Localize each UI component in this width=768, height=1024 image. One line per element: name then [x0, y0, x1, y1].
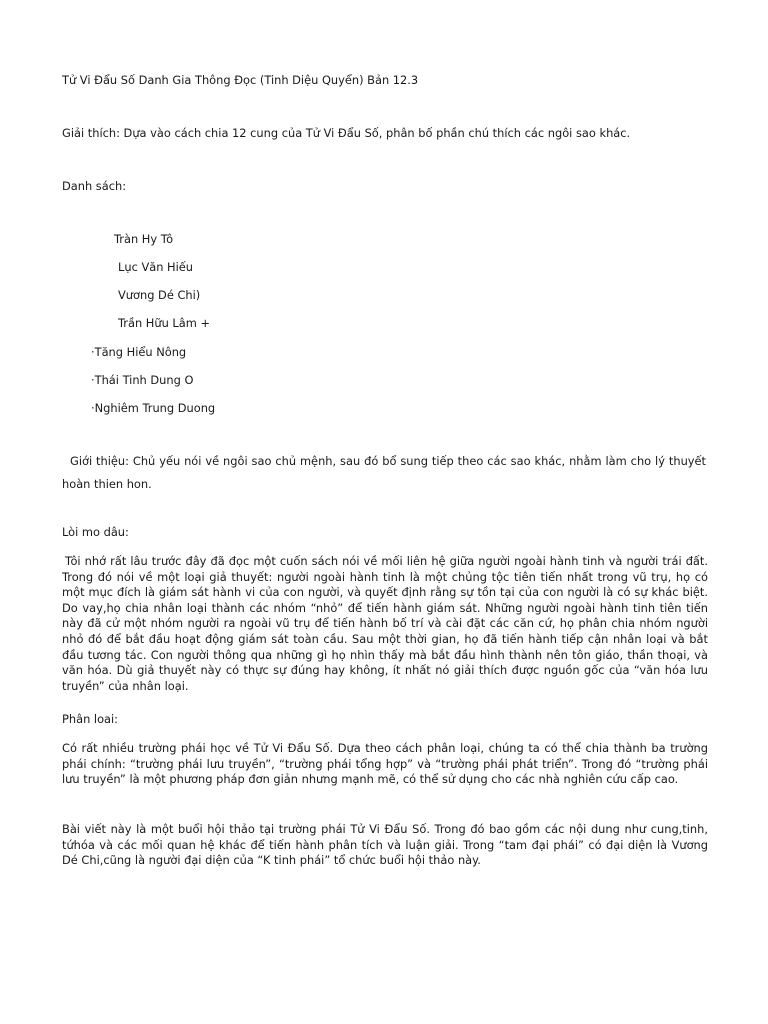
- intro-paragraph: Giới thiệu: Chủ yếu nói về ngôi sao chủ mệnh, sau đó bổ sung tiếp theo các sao khác, nhằm làm cho lý thuyết hoàn thien hon.: [62, 454, 706, 491]
- list-item: Trần Hữu Lâm +: [118, 316, 210, 330]
- explanation-text: Giải thích: Dựa vào cách chia 12 cung của Tử Vi Đẩu Số, phân bố phần chú thích các ngôi sao khác.: [62, 126, 631, 140]
- classification-paragraph: Có rất nhiều trường phái học về Tử Vi Đẩu Số. Dựa theo cách phân loại, chúng ta có thể chia thành ba trường phái chính: “trường phái lưu truyền”, “trường phái tổng hợp” và “trường phái phát triển”. Trong đó “trường phái lưu truyền” là một phương pháp đơn giản nhưng mạnh mẽ, có thể sử dụng cho các nhà nghiên cứu cấp cao.: [62, 741, 708, 787]
- preface-paragraph: Tôi nhớ rất lâu trước đây đã đọc một cuốn sách nói về mối liên hệ giữa người ngoài hành tinh và người trái đất. Trong đó nói về một loại giả thuyết: người ngoài hành tinh là một chủng tộc tiên tiến nhất trong vũ trụ, họ có một mục đích là giám sát hành vi của con người, và quyết định rằng sự tồn tại của con người là có sự khác biệt. Do vay,họ chia nhân loại thành các nhóm “nhỏ” để tiến hành giám sát. Những người ngoài hành tinh tiên tiến này đã cử một nhóm người ra ngoài vũ trụ để tiến hành bố trí và cài đặt các căn cứ, họ phân chia nhóm người nhỏ đó để bắt đầu hoạt động giám sát toàn cầu. Sau một thời gian, họ đã tiến hành tiếp cận nhân loại và bắt đầu tương tác. Con người thông qua những gì họ nhìn thấy mà bắt đầu hình thành nên tôn giáo, thần thoại, và văn hóa. Dù giả thuyết này có thực sự đúng hay không, ít nhất nó giải thích được nguồn gốc của “văn hóa lưu truyền” của nhân loại.: [62, 554, 708, 693]
- list-item: ·Tăng Hiểu Nông: [91, 345, 187, 359]
- list-item: ·Nghiêm Trung Duong: [91, 401, 216, 415]
- preface-heading: Lòi mo dâu:: [62, 525, 129, 539]
- list-heading: Danh sách:: [62, 179, 127, 193]
- list-item: Lục Văn Hiếu: [118, 260, 194, 274]
- document-title: Tử Vi Đẩu Số Danh Gia Thông Đọc (Tinh Diệu Quyển) Bản 12.3: [62, 73, 419, 87]
- list-item: ·Thái Tinh Dung O: [91, 373, 194, 387]
- seminar-paragraph: Bài viết này là một buổi hội thảo tại trường phái Tử Vi Đẩu Số. Trong đó bao gồm các nội dung như cung,tinh, tứhóa và các mối quan hệ khác để tiến hành phân tích và luận giải. Trong “tam đại phái” có đại diện là Vương Dé Chi,cũng là người đại diện của “K tinh phái” tổ chức buổi hội thảo này.: [62, 822, 708, 868]
- list-item: Vương Dé Chi): [118, 288, 201, 302]
- list-item: Tràn Hy Tô: [114, 232, 174, 246]
- classification-heading: Phân loai:: [62, 712, 119, 726]
